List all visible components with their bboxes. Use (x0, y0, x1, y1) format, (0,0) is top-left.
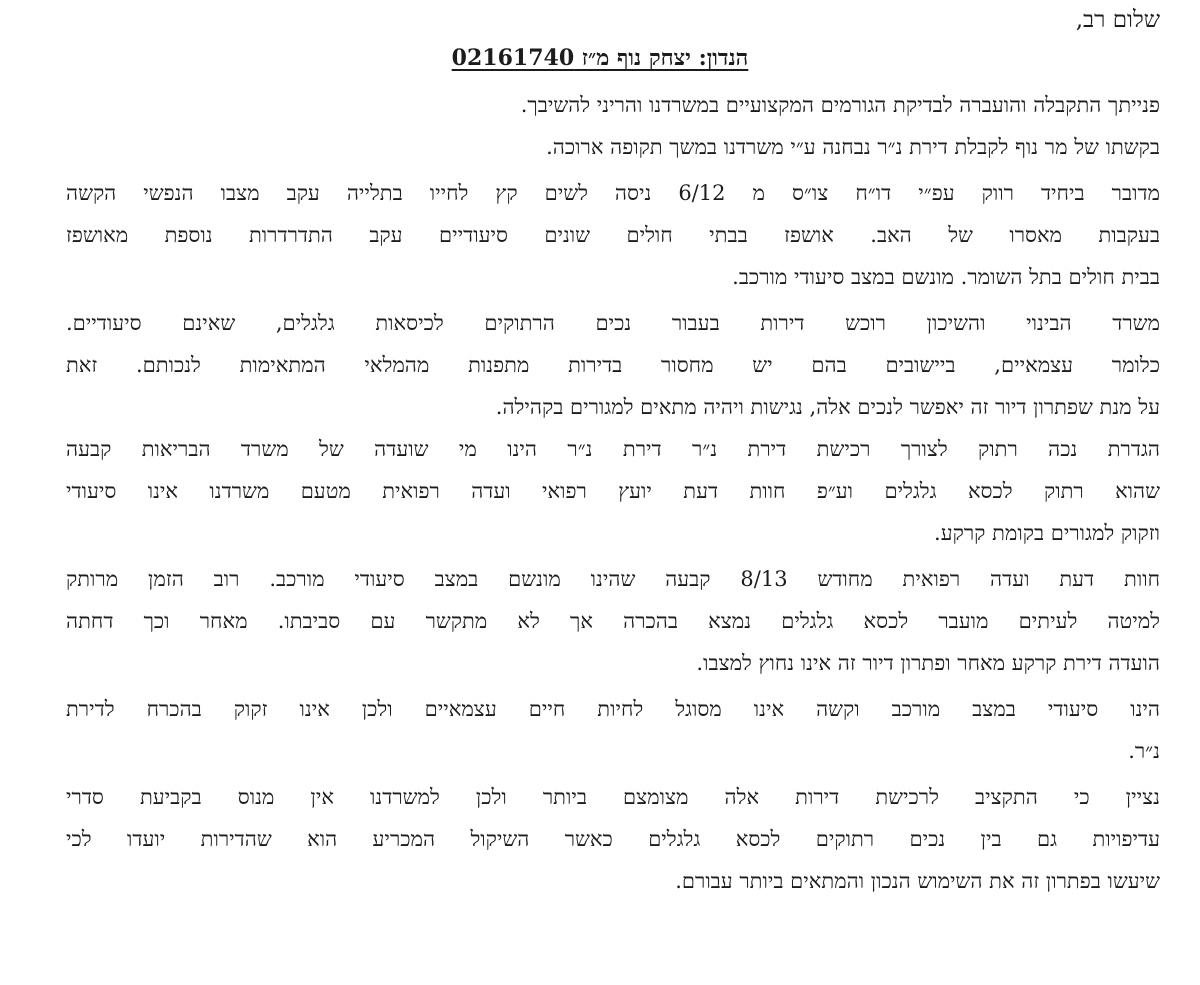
body-line: נ״ר. (1128, 739, 1160, 763)
body-line: עדיפויות גם בין נכים רתוקים לכסא גלגלים כאשר השיקול המכריע הוא שהדירות יועדו לכי (66, 827, 1160, 851)
body-line: על מנת שפתרון דיור זה יאפשר לנכים אלה, נגישות ויהיה מתאים למגורים בקהילה. (495, 395, 1160, 419)
body-line: וזקוק למגורים בקומת קרקע. (934, 521, 1160, 545)
body-line: פנייתך התקבלה והועברה לבדיקת הגורמים המקצועיים במשרדנו והריני להשיבך. (520, 93, 1160, 117)
body-line: שיעשו בפתרון זה את השימוש הנכון והמתאים ביותר עבורם. (675, 869, 1160, 893)
letter-subject (0, 42, 1200, 74)
body-line: הגדרת נכה רתוק לצורך רכישת דירת נ״ר דירת נ״ר הינו מי שועדה של משרד הבריאות קבעה (66, 437, 1160, 461)
body-line: בבית חולים בתל השומר. מונשם במצב סיעודי מורכב. (732, 265, 1160, 289)
body-line: בקשתו של מר נוף לקבלת דירת נ״ר נבחנה ע״י משרדנו במשך תקופה ארוכה. (546, 135, 1160, 159)
body-line: חוות דעת ועדה רפואית מחודש 8/13 קבעה שהינו מונשם במצב סיעודי מורכב. רוב הזמן מרותק (66, 567, 1161, 591)
body-line: הועדה דירת קרקע מאחר ופתרון דיור זה אינו נחוץ למצבו. (696, 651, 1160, 675)
body-line: שהוא רתוק לכסא גלגלים וע״פ חוות דעת יועץ רפואי ועדה רפואית מטעם משרדנו אינו סיעודי (66, 479, 1160, 503)
body-line: מדובר ביחיד רווק עפ״י דו״ח צו״ס מ 6/12 ניסה לשים קץ לחייו בתלייה עקב מצבו הנפשי הקשה (66, 181, 1160, 205)
body-line: למיטה לעיתים מועבר לכסא גלגלים נמצא בהכרה אך לא מתקשר עם סביבתו. מאחר וכך דחתה (66, 609, 1160, 633)
letter-greeting: שלום רב, (1075, 7, 1160, 33)
body-line: כלומר עצמאיים, ביישובים בהם יש מחסור בדירות מתפנות מהמלאי המתאימות לנכותם. זאת (66, 353, 1160, 377)
body-line: משרד הבינוי והשיכון רוכש דירות בעבור נכים הרתוקים לכיסאות גלגלים, שאינם סיעודיים. (66, 311, 1160, 335)
body-line: בעקבות מאסרו של האב. אושפז בבתי חולים שונים סיעודיים עקב התדרדרות נוספת מאושפז (66, 223, 1160, 247)
body-line: הינו סיעודי במצב מורכב וקשה אינו מסוגל לחיות חיים עצמאיים ולכן אינו זקוק בהכרח לדירת (66, 697, 1160, 721)
letter-body (66, 84, 1160, 902)
body-line: נציין כי התקציב לרכישת דירות אלה מצומצם ביותר ולכן למשרדנו אין מנוס בקביעת סדרי (66, 785, 1160, 809)
subject-text: הנדון: יצחק נוף מ״ז 02161740 (451, 45, 749, 71)
